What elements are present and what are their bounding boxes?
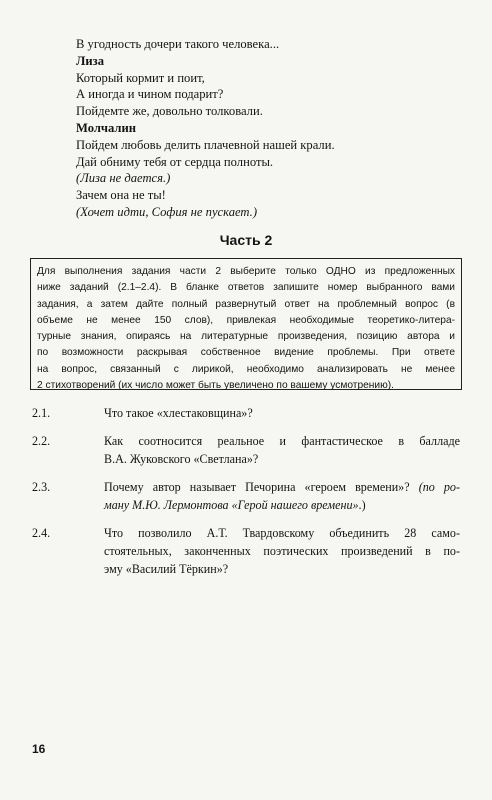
task-question	[104, 432, 460, 468]
dialogue-line: Пойдемте же, довольно толковали.	[76, 104, 263, 119]
dialogue-line: А иногда и чином подарит?	[76, 87, 224, 102]
task-line-text: эму «Василий Тёркин»?	[104, 562, 229, 576]
task-line-text: Что такое «хлестаковщина»?	[104, 406, 253, 420]
dialogue-line: Пойдем любовь делить плачевной нашей крали.	[76, 137, 335, 152]
page-number: 16	[32, 742, 46, 756]
speaker-name: Молчалин	[76, 120, 137, 135]
task-question	[104, 524, 460, 578]
task-line	[104, 524, 460, 542]
instruction-line: 2 стихотворений (их число может быть увеличено по вашему усмотрению).	[37, 380, 394, 392]
instruction-line: объеме не менее 150 слов), привлекая необходимые теоретико-литера-	[37, 314, 455, 326]
instruction-line: ниже заданий (2.1–2.4). В бланке ответов запишите номер выбранного вами	[37, 282, 455, 294]
task-question	[104, 404, 460, 422]
stage-direction: (Лиза не дается.)	[76, 171, 171, 186]
task-line	[104, 542, 460, 560]
dialogue-line: Который кормит и поит,	[76, 70, 205, 85]
task-question	[104, 478, 460, 514]
task-line	[104, 478, 460, 496]
task-line-text: Что позволило А.Т. Твардовскому объединить 28 само-	[104, 526, 460, 540]
task-line-italic: ману М.Ю. Лермонтова «Герой нашего времени»	[104, 498, 359, 512]
task-line-text: Почему автор называет Печорина «героем времени»?	[104, 480, 419, 494]
task-number: 2.4.	[32, 526, 51, 540]
instruction-line: турные знания, опираясь на литературные произведения, позицию автора и	[37, 331, 455, 343]
task-line	[104, 404, 460, 422]
dialogue-line: В угодность дочери такого человека...	[76, 37, 280, 51]
task-item	[32, 478, 460, 514]
task-line-text: Как соотносится реальное и фантастическое в балладе	[104, 434, 460, 448]
play-excerpt	[76, 36, 476, 221]
task-number: 2.2.	[32, 434, 51, 448]
instruction-line: задания, а затем дайте полный развернутый ответ на проблемный вопрос (в	[37, 298, 455, 310]
part-title: Часть 2	[219, 232, 273, 248]
task-line-text: стоятельных, законченных поэтических произведений в по-	[104, 544, 460, 558]
task-line	[104, 432, 460, 450]
dialogue-line: Дай обниму тебя от сердца полноты.	[76, 154, 274, 169]
task-line-suffix: .)	[358, 498, 366, 512]
task-number: 2.1.	[32, 406, 51, 420]
task-item	[32, 524, 460, 578]
task-number: 2.3.	[32, 480, 51, 494]
task-line-text: В.А. Жуковского «Светлана»?	[104, 452, 259, 466]
task-line-italic: (по ро-	[418, 480, 461, 494]
task-line	[104, 496, 460, 514]
instruction-box	[30, 258, 462, 390]
task-line	[104, 450, 460, 468]
task-list	[32, 404, 460, 588]
task-line	[104, 560, 460, 578]
stage-direction: (Хочет идти, София не пускает.)	[76, 204, 258, 219]
instruction-line: Для выполнения задания части 2 выберите только ОДНО из предложенных	[37, 266, 455, 277]
task-item	[32, 404, 460, 422]
instruction-line: по возможности раскрывая собственное видение проблемы. При ответе	[37, 347, 455, 359]
task-item	[32, 432, 460, 468]
speaker-name: Лиза	[76, 53, 104, 68]
dialogue-line: Зачем она не ты!	[76, 188, 166, 203]
instruction-line: на вопрос, связанный с лирикой, необходимо анализировать не менее	[37, 363, 455, 375]
